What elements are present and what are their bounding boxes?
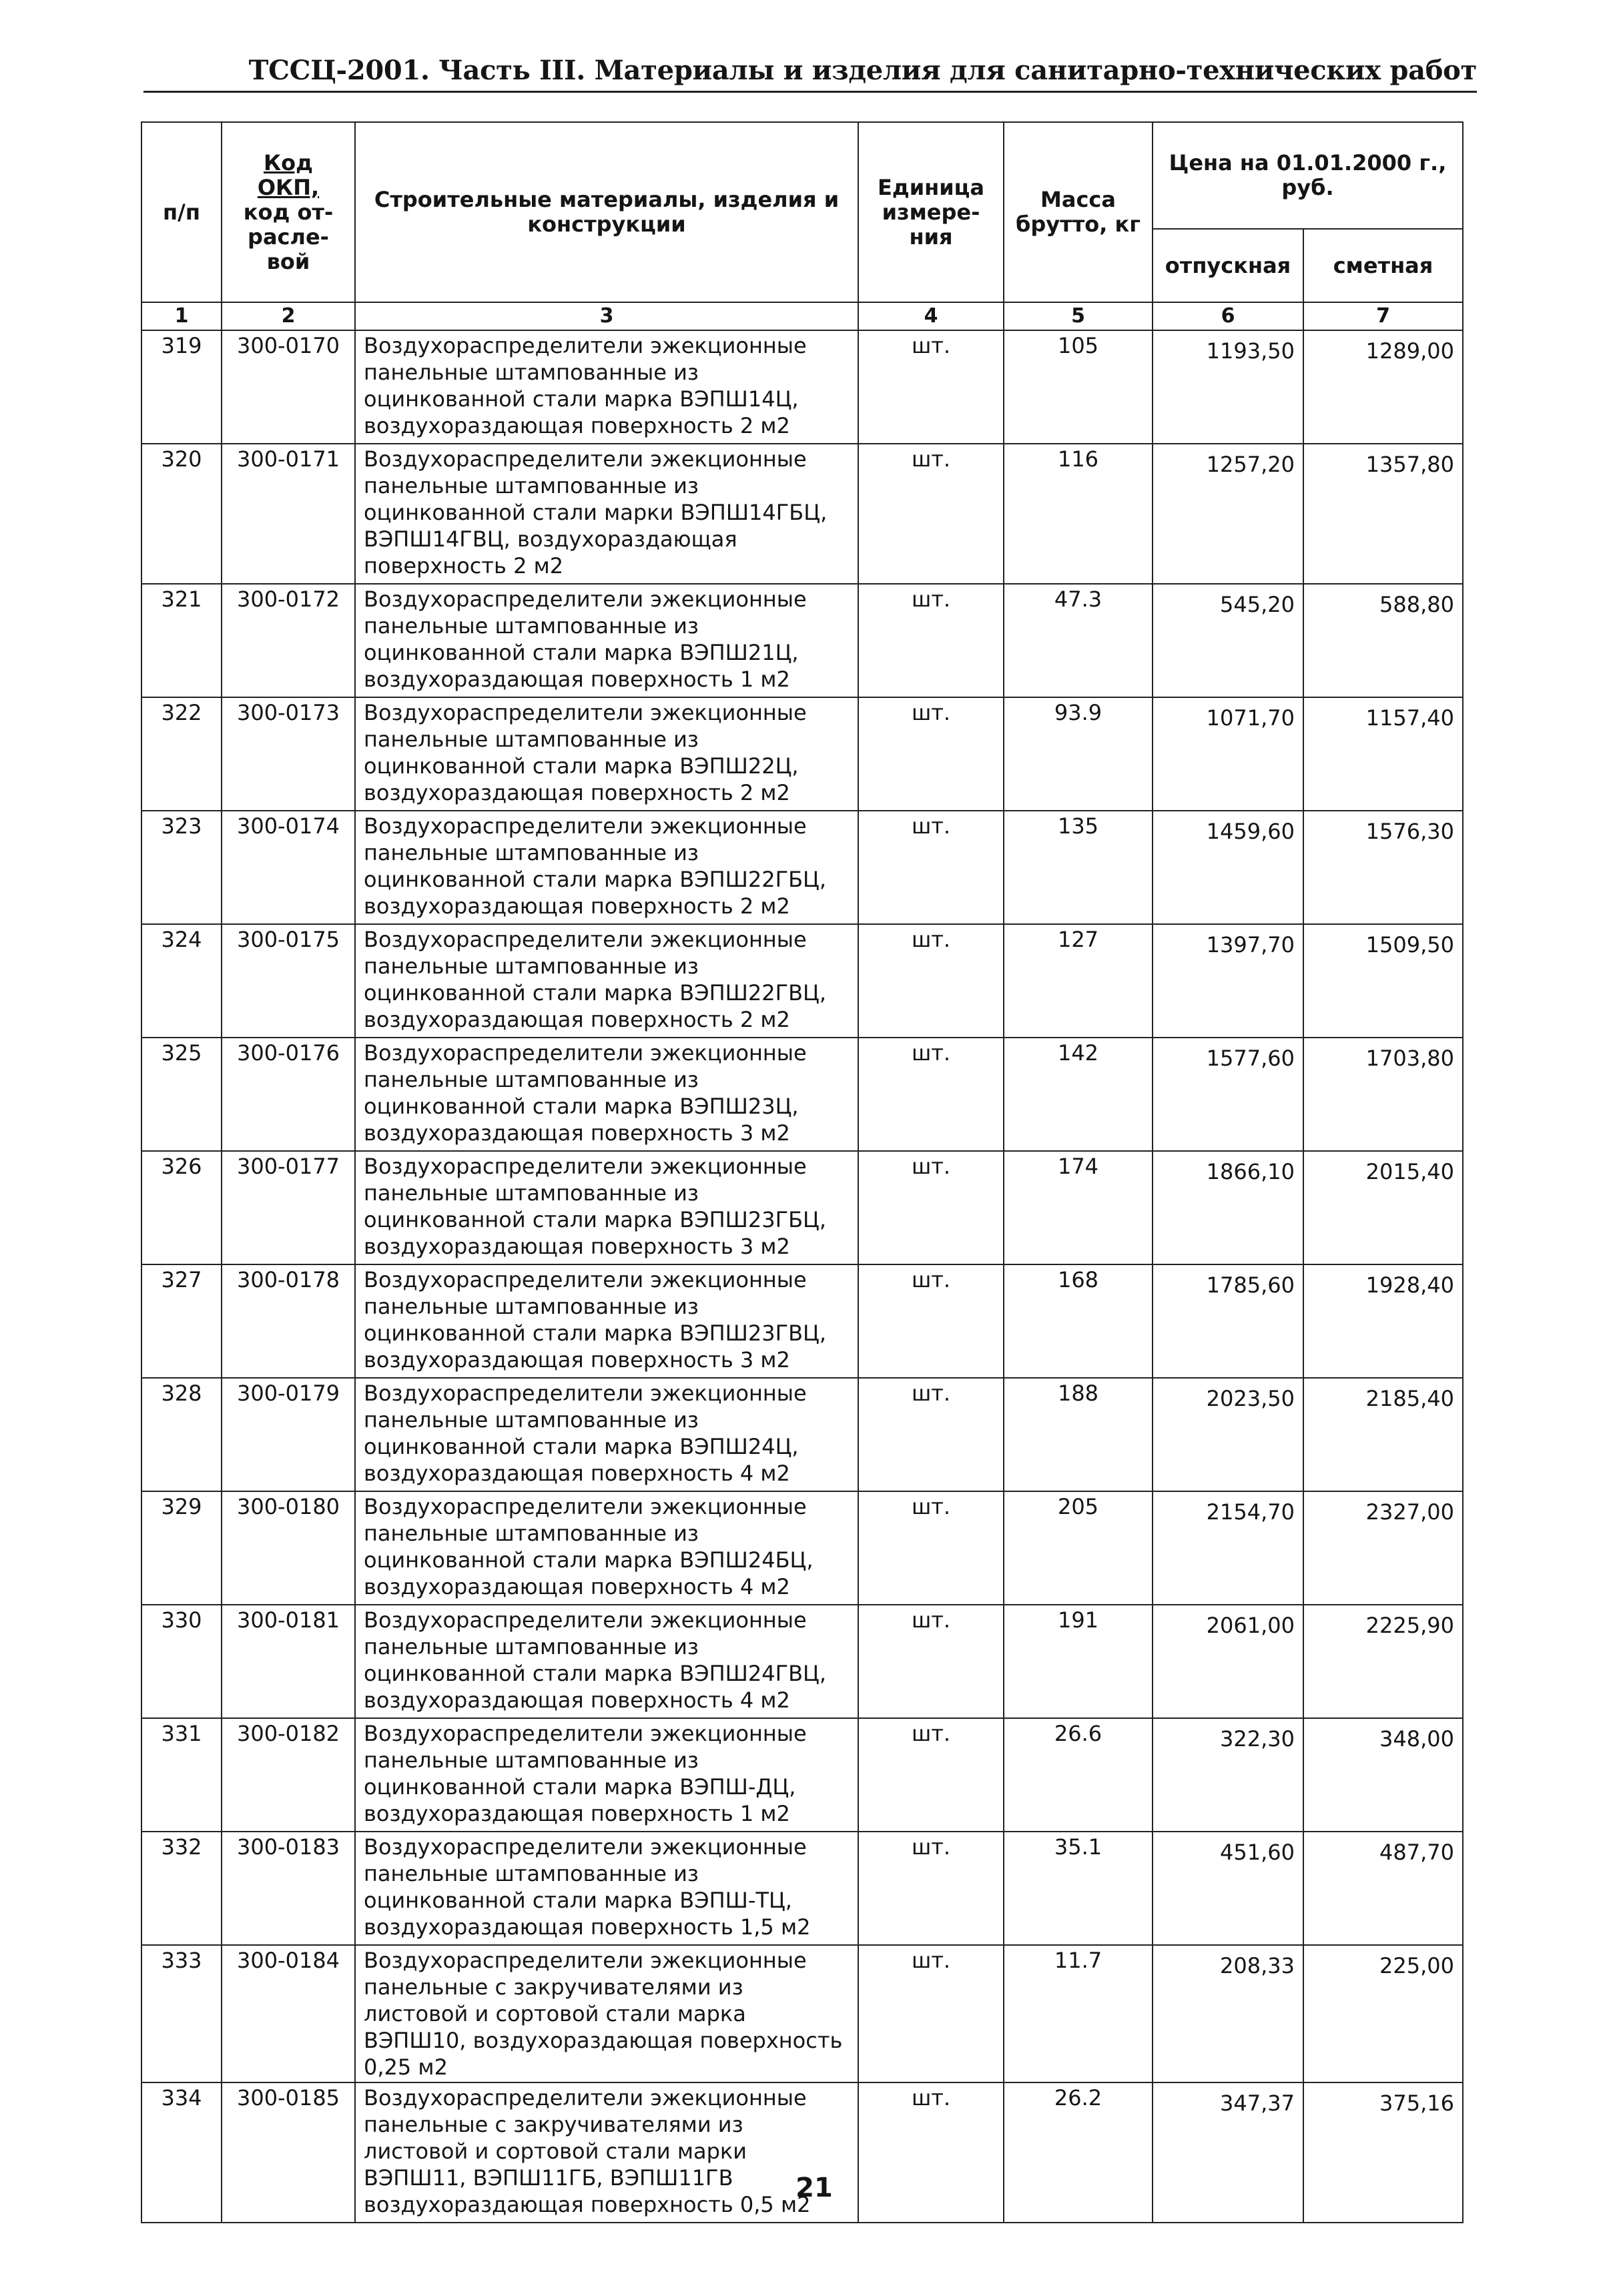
header-unit: Единица измере-ния: [858, 122, 1004, 302]
row-mass: 35.1: [1004, 1832, 1153, 1945]
row-price-estimate: 225,00: [1303, 1945, 1463, 2082]
header-num: п/п: [141, 122, 222, 302]
row-description: Воздухораспределители эжекционные панельные с закручивателями из листовой и сортовой стали марка ВЭПШ10, воздухораздающая поверхность 0,25 м2: [355, 1945, 858, 2082]
row-code: 300-0178: [222, 1264, 355, 1378]
row-unit: шт.: [858, 1718, 1004, 1832]
row-description: Воздухораспределители эжекционные панельные штампованные из оцинкованной стали марка ВЭПШ21Ц, воздухораздающая поверхность 1 м2: [355, 584, 858, 697]
table-row: [141, 1718, 1463, 1832]
row-number: 329: [141, 1491, 222, 1605]
row-price-release: 208,33: [1153, 1945, 1303, 2082]
row-unit: шт.: [858, 1038, 1004, 1151]
row-code: 300-0185: [222, 2082, 355, 2223]
row-code: 300-0174: [222, 811, 355, 924]
row-unit: шт.: [858, 924, 1004, 1038]
row-unit: шт.: [858, 1491, 1004, 1605]
row-unit: шт.: [858, 444, 1004, 584]
table-row: [141, 1264, 1463, 1378]
column-number: 1: [141, 302, 222, 330]
row-price-estimate: 348,00: [1303, 1718, 1463, 1832]
row-price-estimate: 1703,80: [1303, 1038, 1463, 1151]
row-mass: 47.3: [1004, 584, 1153, 697]
row-code: 300-0181: [222, 1605, 355, 1718]
row-description: Воздухораспределители эжекционные панельные штампованные из оцинкованной стали марка ВЭПШ14Ц, воздухораздающая поверхность 2 м2: [355, 330, 858, 444]
row-description: Воздухораспределители эжекционные панельные штампованные из оцинкованной стали марка ВЭПШ22Ц, воздухораздающая поверхность 2 м2: [355, 697, 858, 811]
row-code: 300-0182: [222, 1718, 355, 1832]
table-body: [141, 330, 1463, 2223]
row-price-release: 1577,60: [1153, 1038, 1303, 1151]
row-price-estimate: 1576,30: [1303, 811, 1463, 924]
row-number: 321: [141, 584, 222, 697]
row-price-estimate: 588,80: [1303, 584, 1463, 697]
row-number: 326: [141, 1151, 222, 1264]
row-price-estimate: 2327,00: [1303, 1491, 1463, 1605]
row-code: 300-0179: [222, 1378, 355, 1491]
row-code: 300-0175: [222, 924, 355, 1038]
row-mass: 26.2: [1004, 2082, 1153, 2223]
row-price-estimate: 1157,40: [1303, 697, 1463, 811]
row-price-estimate: 1357,80: [1303, 444, 1463, 584]
row-code: 300-0170: [222, 330, 355, 444]
row-price-release: 545,20: [1153, 584, 1303, 697]
row-description: Воздухораспределители эжекционные панельные штампованные из оцинкованной стали марки ВЭПШ14ГБЦ, ВЭПШ14ГВЦ, воздухораздающая поверхность 2 м2: [355, 444, 858, 584]
row-description: Воздухораспределители эжекционные панельные штампованные из оцинкованной стали марка ВЭПШ24ГВЦ, воздухораздающая поверхность 4 м2: [355, 1605, 858, 1718]
row-number: 331: [141, 1718, 222, 1832]
row-price-release: 347,37: [1153, 2082, 1303, 2223]
row-mass: 116: [1004, 444, 1153, 584]
row-mass: 168: [1004, 1264, 1153, 1378]
row-description: Воздухораспределители эжекционные панельные штампованные из оцинкованной стали марка ВЭПШ24БЦ, воздухораздающая поверхность 4 м2: [355, 1491, 858, 1605]
column-number: 2: [222, 302, 355, 330]
header-price-release: отпускная: [1153, 229, 1303, 302]
header-price-estimate: сметная: [1303, 229, 1463, 302]
column-number-row: [141, 302, 1463, 330]
table-row: [141, 1832, 1463, 1945]
row-unit: шт.: [858, 1378, 1004, 1491]
row-number: 327: [141, 1264, 222, 1378]
header-mass: Масса брутто, кг: [1004, 122, 1153, 302]
row-price-release: 451,60: [1153, 1832, 1303, 1945]
header-code-line: вой: [266, 248, 310, 274]
row-unit: шт.: [858, 1832, 1004, 1945]
row-description: Воздухораспределители эжекционные панельные штампованные из оцинкованной стали марка ВЭПШ-ТЦ, воздухораздающая поверхность 1,5 м2: [355, 1832, 858, 1945]
row-price-estimate: 1509,50: [1303, 924, 1463, 1038]
row-number: 333: [141, 1945, 222, 2082]
table-header: [141, 122, 1463, 330]
row-number: 328: [141, 1378, 222, 1491]
row-number: 322: [141, 697, 222, 811]
header-desc: Строительные материалы, изделия и конструкции: [355, 122, 858, 302]
running-header: ТССЦ-2001. Часть III. Материалы и изделия для санитарно-технических работ: [143, 53, 1477, 93]
row-description: Воздухораспределители эжекционные панельные штампованные из оцинкованной стали марка ВЭПШ-ДЦ, воздухораздающая поверхность 1 м2: [355, 1718, 858, 1832]
row-description: Воздухораспределители эжекционные панельные штампованные из оцинкованной стали марка ВЭПШ23ГБЦ, воздухораздающая поверхность 3 м2: [355, 1151, 858, 1264]
row-number: 325: [141, 1038, 222, 1151]
row-description: Воздухораспределители эжекционные панельные штампованные из оцинкованной стали марка ВЭПШ24Ц, воздухораздающая поверхность 4 м2: [355, 1378, 858, 1491]
row-price-release: 1866,10: [1153, 1151, 1303, 1264]
page-number: 21: [795, 2173, 833, 2203]
table-row: [141, 330, 1463, 444]
row-unit: шт.: [858, 330, 1004, 444]
row-price-release: 1071,70: [1153, 697, 1303, 811]
row-description: Воздухораспределители эжекционные панельные штампованные из оцинкованной стали марка ВЭПШ22ГБЦ, воздухораздающая поверхность 2 м2: [355, 811, 858, 924]
row-unit: шт.: [858, 697, 1004, 811]
header-code-line: Код: [264, 149, 313, 175]
table-row: [141, 584, 1463, 697]
table-row: [141, 1151, 1463, 1264]
header-code: [222, 122, 355, 302]
row-description: Воздухораспределители эжекционные панельные штампованные из оцинкованной стали марка ВЭПШ22ГВЦ, воздухораздающая поверхность 2 м2: [355, 924, 858, 1038]
header-code-line: ОКП,: [257, 174, 320, 200]
row-price-estimate: 1928,40: [1303, 1264, 1463, 1378]
column-number: 6: [1153, 302, 1303, 330]
row-price-estimate: 1289,00: [1303, 330, 1463, 444]
row-code: 300-0180: [222, 1491, 355, 1605]
row-mass: 127: [1004, 924, 1153, 1038]
row-code: 300-0177: [222, 1151, 355, 1264]
row-price-release: 1459,60: [1153, 811, 1303, 924]
row-unit: шт.: [858, 1151, 1004, 1264]
row-description: Воздухораспределители эжекционные панельные штампованные из оцинкованной стали марка ВЭПШ23Ц, воздухораздающая поверхность 3 м2: [355, 1038, 858, 1151]
row-unit: шт.: [858, 811, 1004, 924]
row-unit: шт.: [858, 584, 1004, 697]
row-code: 300-0176: [222, 1038, 355, 1151]
row-price-release: 2023,50: [1153, 1378, 1303, 1491]
column-number: 5: [1004, 302, 1153, 330]
row-mass: 93.9: [1004, 697, 1153, 811]
row-price-release: 1193,50: [1153, 330, 1303, 444]
table-row: [141, 811, 1463, 924]
row-price-release: 2154,70: [1153, 1491, 1303, 1605]
column-number: 7: [1303, 302, 1463, 330]
row-price-release: 322,30: [1153, 1718, 1303, 1832]
price-table: [141, 121, 1464, 2223]
table-row: [141, 1945, 1463, 2082]
row-code: 300-0184: [222, 1945, 355, 2082]
row-price-estimate: 2015,40: [1303, 1151, 1463, 1264]
row-number: 319: [141, 330, 222, 444]
table-row: [141, 1378, 1463, 1491]
row-price-estimate: 375,16: [1303, 2082, 1463, 2223]
row-number: 334: [141, 2082, 222, 2223]
column-number: 4: [858, 302, 1004, 330]
row-code: 300-0172: [222, 584, 355, 697]
row-price-estimate: 2185,40: [1303, 1378, 1463, 1491]
row-mass: 11.7: [1004, 1945, 1153, 2082]
row-mass: 191: [1004, 1605, 1153, 1718]
row-number: 332: [141, 1832, 222, 1945]
row-price-release: 1257,20: [1153, 444, 1303, 584]
row-price-release: 1785,60: [1153, 1264, 1303, 1378]
table-row: [141, 1605, 1463, 1718]
table-row: [141, 924, 1463, 1038]
row-description: Воздухораспределители эжекционные панельные штампованные из оцинкованной стали марка ВЭПШ23ГВЦ, воздухораздающая поверхность 3 м2: [355, 1264, 858, 1378]
header-price: Цена на 01.01.2000 г., руб.: [1153, 122, 1463, 229]
row-unit: шт.: [858, 1605, 1004, 1718]
row-number: 323: [141, 811, 222, 924]
row-code: 300-0183: [222, 1832, 355, 1945]
row-unit: шт.: [858, 2082, 1004, 2223]
row-unit: шт.: [858, 1945, 1004, 2082]
row-price-release: 1397,70: [1153, 924, 1303, 1038]
table-row: [141, 1491, 1463, 1605]
row-price-estimate: 2225,90: [1303, 1605, 1463, 1718]
table-row: [141, 444, 1463, 584]
header-code-line: код от-: [243, 199, 334, 225]
row-code: 300-0173: [222, 697, 355, 811]
table-row: [141, 697, 1463, 811]
row-code: 300-0171: [222, 444, 355, 584]
row-number: 330: [141, 1605, 222, 1718]
row-mass: 205: [1004, 1491, 1153, 1605]
row-unit: шт.: [858, 1264, 1004, 1378]
row-mass: 26.6: [1004, 1718, 1153, 1832]
row-description: Воздухораспределители эжекционные панельные с закручивателями из листовой и сортовой стали марки ВЭПШ11, ВЭПШ11ГБ, ВЭПШ11ГВ воздухораздающая поверхность 0,5 м2: [355, 2082, 858, 2223]
row-mass: 135: [1004, 811, 1153, 924]
row-mass: 174: [1004, 1151, 1153, 1264]
column-number: 3: [355, 302, 858, 330]
row-mass: 105: [1004, 330, 1153, 444]
row-number: 324: [141, 924, 222, 1038]
row-number: 320: [141, 444, 222, 584]
row-mass: 142: [1004, 1038, 1153, 1151]
table-row: [141, 1038, 1463, 1151]
row-price-release: 2061,00: [1153, 1605, 1303, 1718]
header-code-line: расле-: [248, 224, 329, 250]
row-price-estimate: 487,70: [1303, 1832, 1463, 1945]
row-mass: 188: [1004, 1378, 1153, 1491]
